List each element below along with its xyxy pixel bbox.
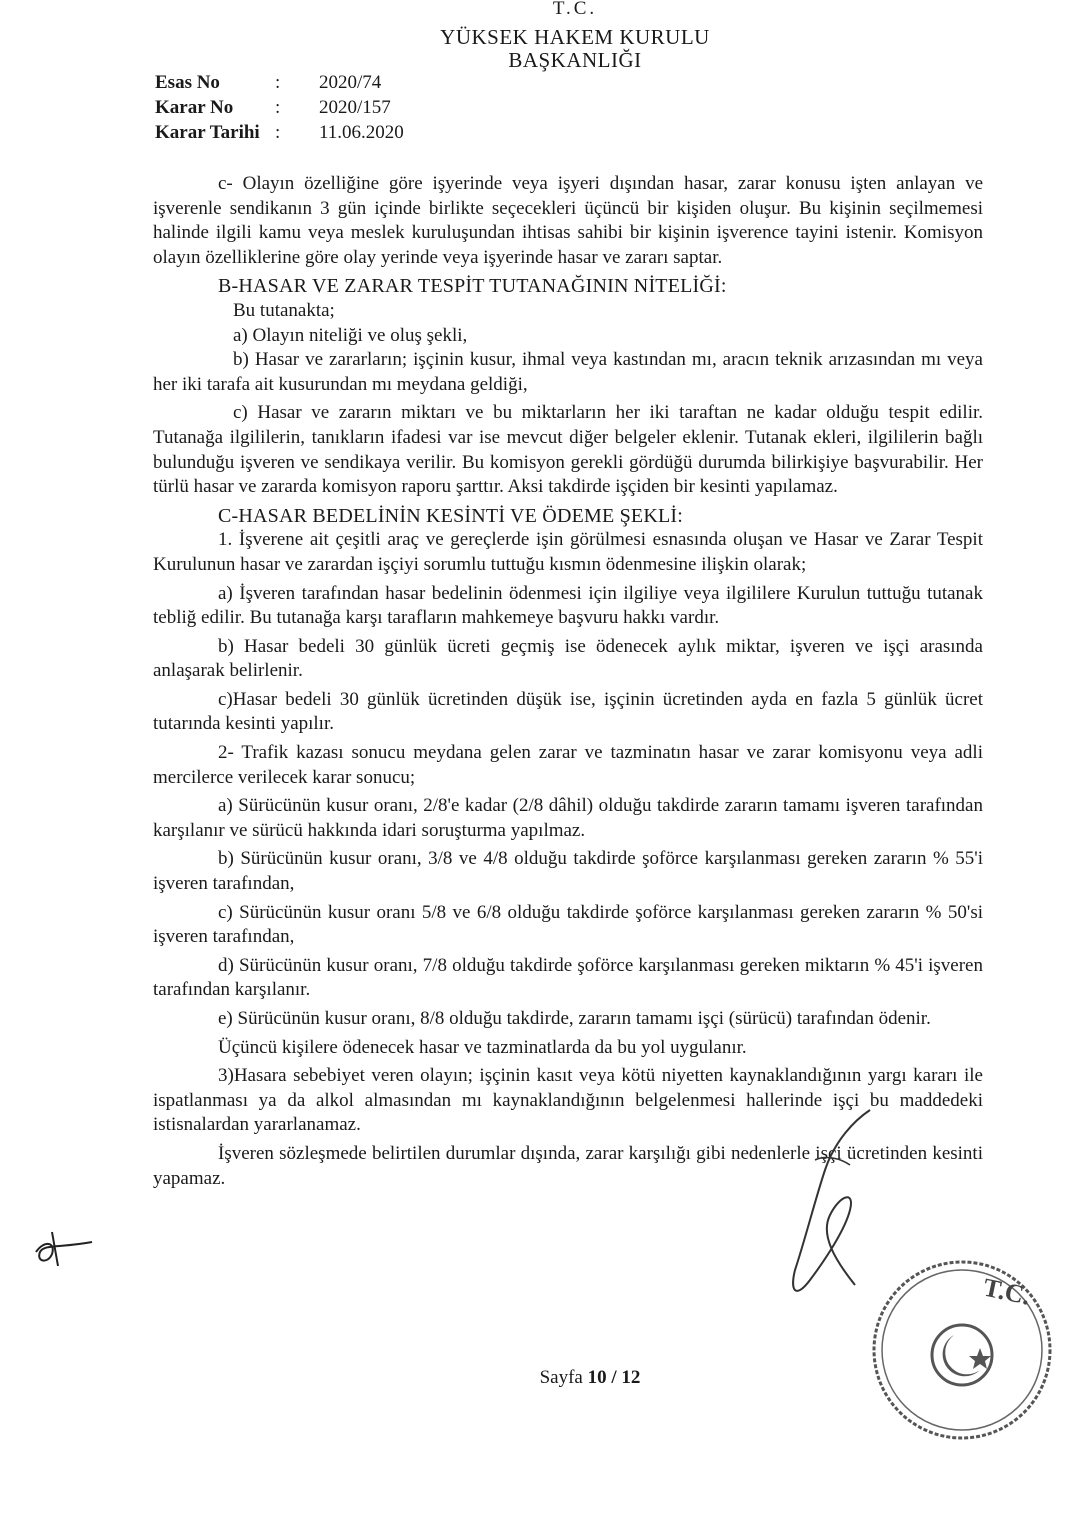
paragraph-item-2c: c) Sürücünün kusur oranı 5/8 ve 6/8 olduğu takdirde şoförce karşılanması gereken zararın % 50'si işveren tarafından, — [153, 901, 983, 948]
list-item-a: a) Olayın niteliği ve oluş şekli, — [233, 324, 468, 346]
karar-row — [155, 95, 404, 120]
karar-separator: : — [275, 97, 281, 118]
esas-separator: : — [275, 72, 281, 93]
esas-label: Esas No — [155, 72, 220, 93]
heading-section-b: B-HASAR VE ZARAR TESPİT TUTANAĞININ NİTELİĞİ: — [218, 275, 727, 298]
karar-label: Karar No — [155, 97, 234, 118]
tarih-value: 11.06.2020 — [319, 122, 404, 143]
paragraph-bu-tutanakta: Bu tutanakta; — [233, 299, 335, 321]
footer-total-pages: 12 — [621, 1367, 641, 1388]
paragraph-third-parties: Üçüncü kişilere ödenecek hasar ve tazminatlarda da bu yol uygulanır. — [218, 1036, 747, 1058]
tarih-separator: : — [275, 122, 281, 143]
header-tc: T.C. — [552, 0, 598, 14]
page-footer — [0, 1367, 1080, 1389]
paragraph-item-1b: b) Hasar bedeli 30 günlük ücreti geçmiş ise ödenecek aylık miktar, işveren ve işçi arasında anlaşarak belirlenir. — [153, 635, 983, 682]
header-institution: YÜKSEK HAKEM KURULU — [440, 25, 710, 49]
paragraph-item-2e: e) Sürücünün kusur oranı, 8/8 olduğu takdirde, zararın tamamı işçi (sürücü) tarafından ödenir. — [218, 1008, 931, 1029]
initial-mark-icon — [30, 1222, 100, 1272]
case-metadata — [155, 70, 404, 145]
footer-page-number: 10 — [587, 1367, 607, 1388]
paragraph-item-2: 2- Trafik kazası sonucu meydana gelen zarar ve tazminatın hasar ve zarar komisyonu veya adli mercilerce verilecek karar sonucu; — [153, 742, 983, 788]
list-item-b: b) Hasar ve zararların; işçinin kusur, ihmal veya kastından mı, aracın teknik arızasından mı veya her iki tarafa ait kusurundan mı meydana geldiği, — [153, 349, 983, 395]
paragraph-item-2d: d) Sürücünün kusur oranı, 7/8 olduğu takdirde şoförce karşılanması gereken miktarın % 45'i işveren tarafından karşılanır. — [153, 954, 983, 1001]
footer-prefix: Sayfa — [539, 1367, 583, 1388]
header-presidency: BAŞKANLIĞI — [508, 48, 642, 72]
paragraph-item-1c: c)Hasar bedeli 30 günlük ücretinden düşük ise, işçinin ücretinden ayda en fazla 5 günlük ücret tutarında kesinti yapılır. — [153, 688, 983, 735]
karar-value: 2020/157 — [319, 97, 391, 118]
paragraph-item-2b: b) Sürücünün kusur oranı, 3/8 ve 4/8 olduğu takdirde şoförce karşılanması gereken zararın % 55'i işveren tarafından, — [153, 848, 983, 895]
tarih-row — [155, 120, 404, 145]
esas-row — [155, 70, 404, 95]
paragraph-item-1a: a) İşveren tarafından hasar bedelinin ödenmesi için ilgiliye veya ilgililere Kurulun tuttuğu tutanak tebliğ edilir. Bu tutanağa karşı tarafların mahkemeye başvuru hakkı vardır. — [153, 582, 983, 629]
paragraph-item-2a: a) Sürücünün kusur oranı, 2/8'e kadar (2/8 dâhil) olduğu takdirde zararın tamamı işveren tarafından karşılanır ve sürücü hakkında idari soruşturma yapılmaz. — [153, 795, 983, 841]
official-seal-icon — [862, 1250, 1062, 1450]
seal-text: T.C. — [980, 1272, 1033, 1311]
paragraph-item-3: 3)Hasara sebebiyet veren olayın; işçinin kasıt veya kötü niyetten kaynaklandığının yargı kararı ile ispatlanması ya da alkol almasından mı kaynaklandığının belgelenmesi hallerinde işçi bu maddedeki istisnalardan yararlanamaz. — [153, 1065, 983, 1136]
tarih-label: Karar Tarihi — [155, 122, 260, 143]
document-body — [153, 172, 983, 1191]
paragraph-commission: c- Olayın özelliğine göre işyerinde veya işyeri dışından hasar, zarar konusu işten anlayan ve işverenle sendikanın 3 gün içinde birlikte seçecekleri üçüncü bir kişiden oluşur. Bu kişinin seçilmemesi halinde ilgili kamu veya meslek kuruluşundan ihtisas sahibi bir kişinin işverence tayini istenir. Komisyon olayın özelliklerine göre olay yerinde veya işyerinde hasar ve zararı saptar. — [153, 173, 983, 268]
footer-separator: / — [611, 1367, 617, 1388]
list-item-c: c) Hasar ve zararın miktarı ve bu miktarların her iki taraftan ne kadar olduğu tespit edilir. Tutanağa ilgililerin, tanıkların ifadesi var ise mevcut diğer belgeler eklenir. Tutanak ekleri, ilgililerin bağlı bulunduğu işveren ve sendikaya verilir. Bu komisyon gerekli gördüğü durumda bilirkişiye başvurabilir. Her türlü hasar ve zararda komisyon raporu şarttır. Aksi takdirde işçiden bir kesinti yapılamaz. — [153, 402, 983, 498]
heading-section-c: C-HASAR BEDELİNİN KESİNTİ VE ÖDEME ŞEKLİ: — [218, 504, 684, 527]
paragraph-item-1: 1. İşverene ait çeşitli araç ve gereçlerde işin görülmesi esnasında oluşan ve Hasar ve Zarar Tespit Kurulunun hasar ve zarardan işçiyi sorumlu tuttuğu kısmın ödenmesine ilişkin olarak; — [153, 529, 983, 575]
paragraph-employer: İşveren sözleşmede belirtilen durumlar dışında, zarar karşılığı gibi nedenlerle işçi ücretinden kesinti yapamaz. — [153, 1142, 983, 1189]
esas-value: 2020/74 — [319, 72, 382, 93]
